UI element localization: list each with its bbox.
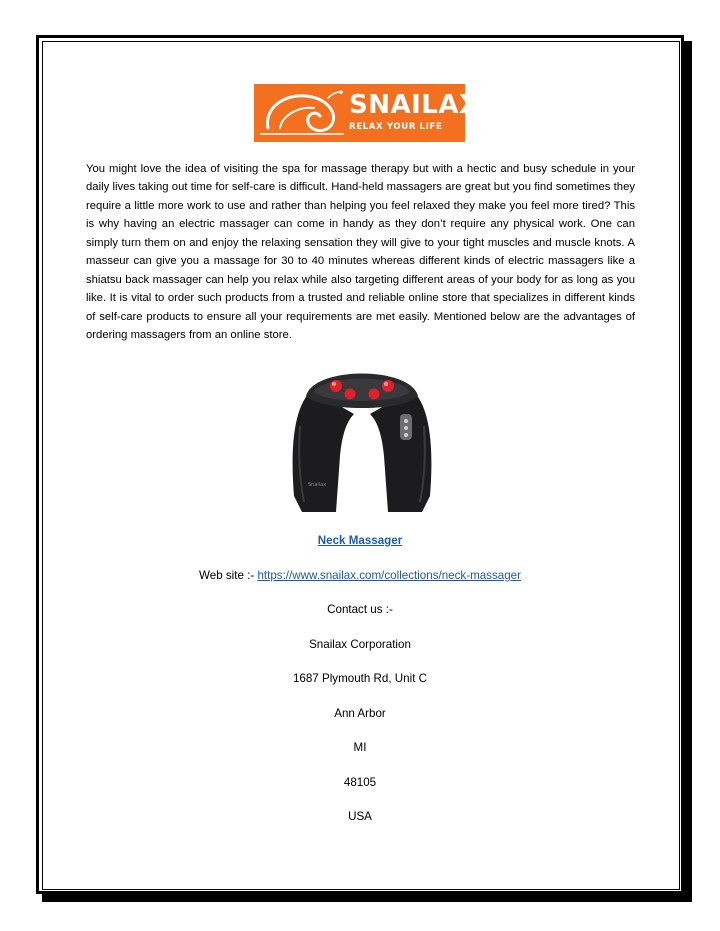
zip-code: 48105 [343,776,377,789]
neck-massager-link[interactable]: Neck Massager [317,534,403,547]
article-paragraph: You might love the idea of visiting the spa for massage therapy but with a hectic and busy schedule in your daily lives taking out time for self-care is difficult. Hand-held massagers are great but you find sometimes they require a little more work to use and rather than helping you feel relaxed they make you feel more tired? This is why having an electric massager can come in handy as they don’t require any physical work. One can simply turn them on and enjoy the relaxing sensation they will give to your tight muscles and muscle knots. A masseur can give you a massage for 30 to 40 minutes whereas different kinds of electric massagers like a shiatsu back massager can help you relax while also targeting different areas of your body for as long as you like. It is vital to order such products from a trusted and reliable online store that specializes in different kinds of self-care products to ensure all your requirements are met easily. Mentioned below are the advantages of ordering massagers from an online store. [86,163,635,342]
country: USA [348,810,372,823]
neck-massager-image [284,356,440,516]
website-label: Web site :- [199,569,258,582]
company-name: Snailax Corporation [309,638,411,651]
device-brand-label: Snailax [308,482,327,488]
website-link[interactable]: https://www.snailax.com/collections/neck-massager [257,569,521,582]
website-line [0,568,720,584]
logo-brand-name: SNAILAX [349,90,480,120]
state: MI [353,741,367,754]
product-caption [0,533,720,549]
snailax-logo [254,84,480,142]
city: Ann Arbor [334,707,386,720]
contact-heading: Contact us :- [327,603,393,616]
street-address: 1687 Plymouth Rd, Unit C [292,672,428,685]
logo-tagline: RELAX YOUR LIFE [349,122,443,132]
